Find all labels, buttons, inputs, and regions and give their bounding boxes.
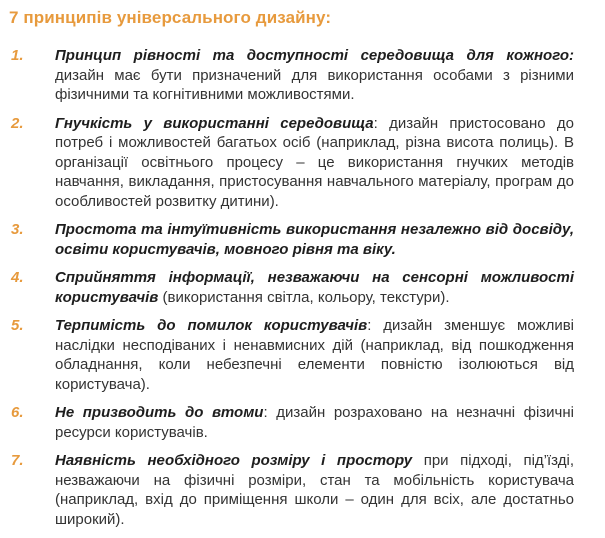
principle-term: Терпимість до помилок користувачів xyxy=(55,317,368,334)
principle-item-3 xyxy=(9,220,574,259)
principle-number: 7. xyxy=(11,452,24,469)
principle-term: Сприйняття інформації, незважаючи на сенсорні можливості користувачів xyxy=(55,269,574,306)
principle-term: Гнучкість у використанні середовища xyxy=(55,114,374,132)
principle-text: : дизайн зменшує можливі наслідки несподіваних і ненавмисних дій (наприклад, від пошкодження обладнання, коли небезпечні елементи повністю ізолюються від користувача). xyxy=(55,317,574,393)
principle-term: Принцип рівності та доступності середовища для кожного: xyxy=(55,47,574,64)
page-title: 7 принципів універсального дизайну: xyxy=(9,8,332,27)
principle-text: (використання світла, кольору, текстури). xyxy=(158,288,450,306)
principle-number: 3. xyxy=(11,221,24,238)
principle-text: : дизайн пристосовано до потреб і можливостей багатьох осіб (наприклад, різна висота полиць). В організації освітнього процесу – це використання гнучких методів навчання, викладання, пристосування навчального матеріалу, програм до особливостей розвитку дитини). xyxy=(55,114,574,210)
principle-text: : дизайн розраховано на незначні фізичні ресурси користувачів. xyxy=(55,404,574,441)
principle-number: 5. xyxy=(11,317,24,334)
principle-item-4 xyxy=(9,268,574,307)
principle-item-1 xyxy=(9,46,574,105)
principle-item-5 xyxy=(9,316,574,394)
principle-item-7 xyxy=(9,451,574,529)
principle-item-2 xyxy=(9,114,574,212)
principle-number: 6. xyxy=(11,404,24,421)
principle-term: Наявність необхідного розміру і простору xyxy=(55,452,413,469)
principle-term: Не призводить до втоми xyxy=(55,404,264,421)
principles-list xyxy=(9,46,574,538)
principle-number: 1. xyxy=(11,47,24,64)
principle-term: Простота та інтуїтивність використання незалежно від досвіду, освіти користувачів, мовного рівня та віку. xyxy=(55,221,574,258)
principle-item-6 xyxy=(9,403,574,442)
principle-number: 2. xyxy=(11,114,24,132)
principle-text: дизайн має бути призначений для використання особами з різними фізичними та когнітивними можливостями. xyxy=(55,66,574,103)
principle-text: при підході, під’їзді, незважаючи на фізичні розміри, стан та мобільність користувача (наприклад, вхід до приміщення школи – один для всіх, але достатньо широкий). xyxy=(55,452,574,528)
principle-number: 4. xyxy=(11,269,24,286)
